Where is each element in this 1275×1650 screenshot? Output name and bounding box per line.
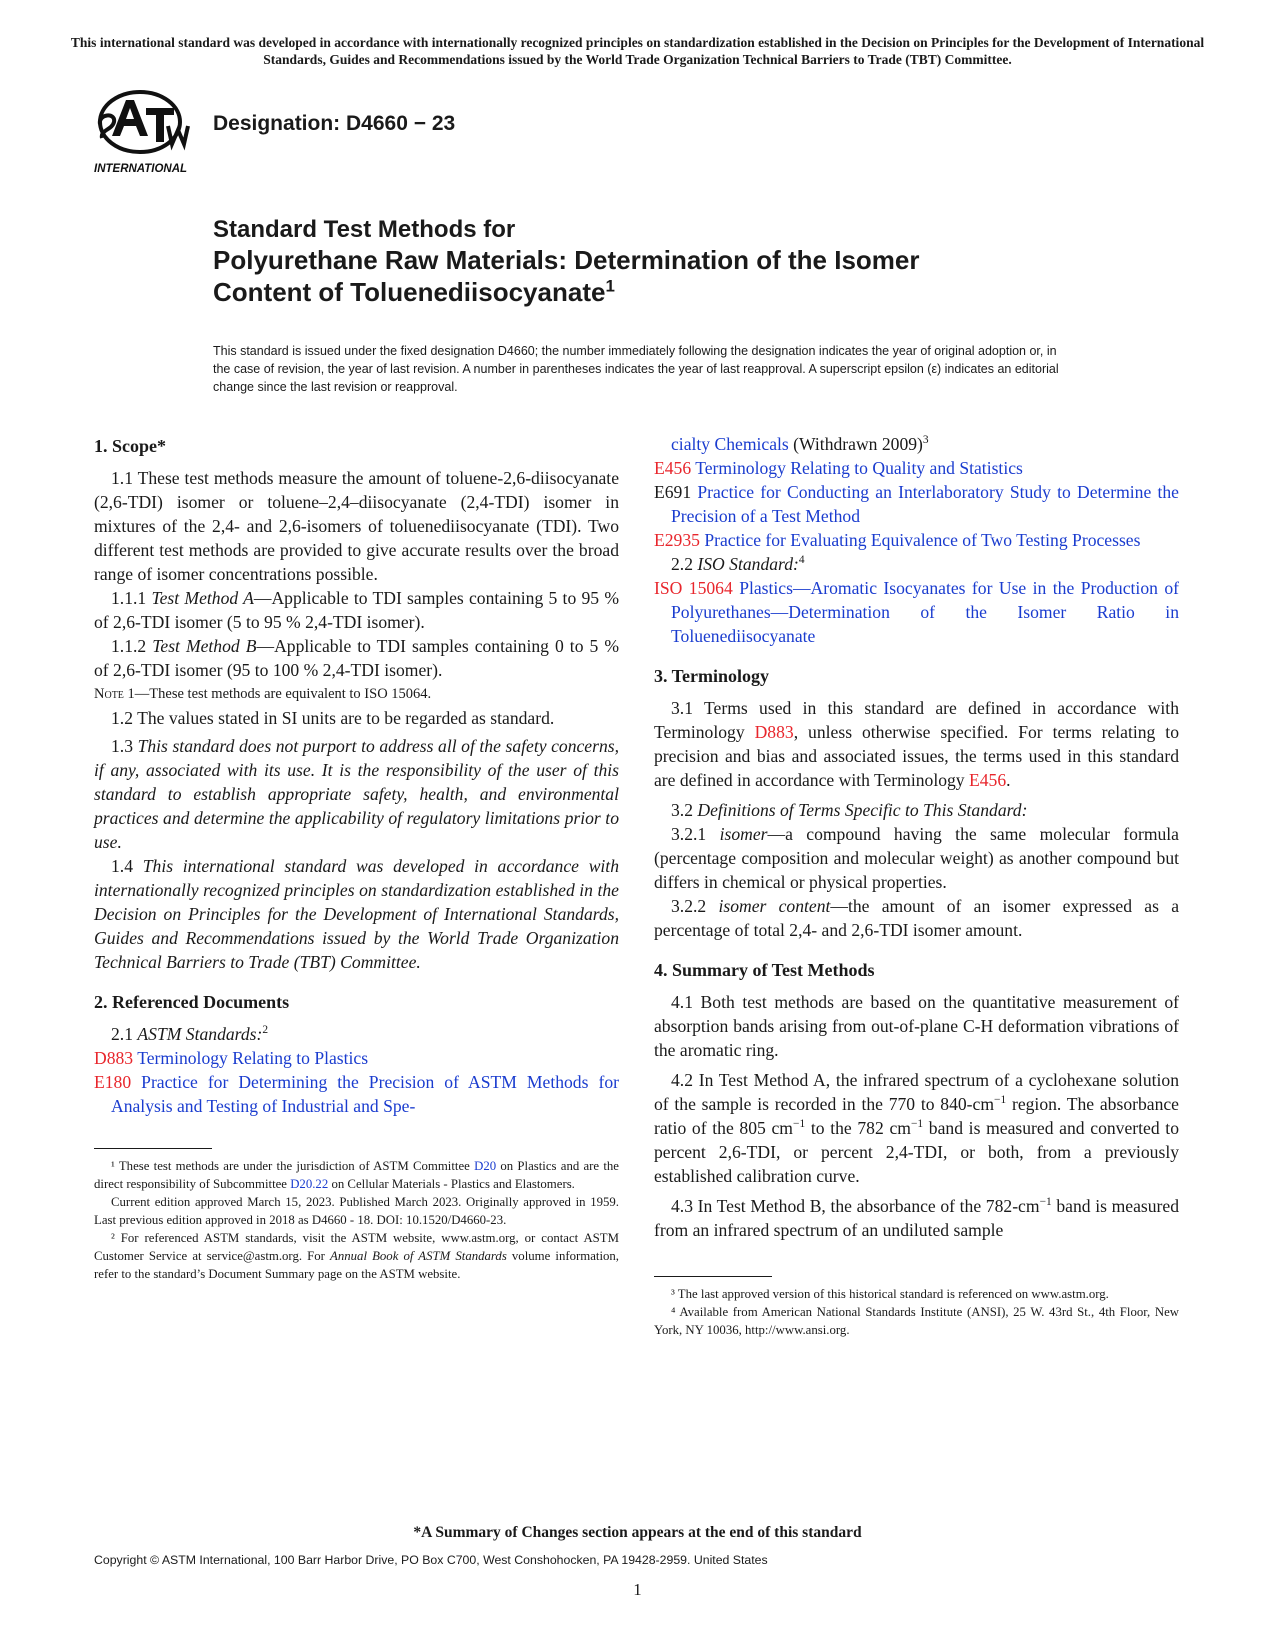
link-d20[interactable]: D20	[474, 1159, 497, 1173]
ref-e180[interactable]: E180 Practice for Determining the Precision of ASTM Methods for Analysis and Testing of Industrial and Spe-	[94, 1072, 619, 1116]
right-column	[654, 432, 1179, 1339]
section-3-heading: 3. Terminology	[654, 666, 770, 686]
ref-e180-continued[interactable]: cialty Chemicals (Withdrawn 2009)$^3$	[671, 434, 929, 454]
title-line-2: Polyurethane Raw Materials: Determination of the Isomer	[213, 245, 920, 275]
section-1-heading: 1. Scope*	[94, 436, 166, 456]
para-1-2: 1.2 The values stated in SI units are to be regarded as standard.	[111, 708, 555, 728]
title-line-1: Standard Test Methods for	[213, 216, 516, 243]
para-1-1: 1.1 These test methods measure the amount of toluene-2,6-diisocyanate (2,6-TDI) isomer or toluene–2,4–diisocyanate (2,4-TDI) isomer in mixtures of the 2,4- and 2,6-isomers of toluenediisocyanate (TDI). Two different test methods are provided to give accurate results over the broad range of isomer concentrations possible.	[94, 468, 619, 584]
link-d883[interactable]: D883	[754, 722, 794, 742]
para-4-2: 4.2 In Test Method A, the infrared spectrum of a cyclohexane solution of the sample is recorded in the 770 to $840-cm^{-1}$ region. The absorbance ratio of the 805 $cm^{-1}$ to the 782 $cm^{-1}$ band is measured and converted to percent 2,6-TDI, or percent 2,4-TDI, or both, from a previously established calibration curve.	[654, 1070, 1179, 1186]
page-number: 1	[633, 1580, 642, 1599]
para-2-1: 2.1 ASTM Standards:$^2$	[111, 1024, 269, 1044]
link-e456[interactable]: E456	[969, 770, 1007, 790]
para-1-4: 1.4 This international standard was developed in accordance with internationally recognized principles on standardization established in the Decision on Principles for the Development of International Standards, Guides and Recommendations issued by the World Trade Organization Technical Barriers to Trade (TBT) Committee.	[94, 856, 619, 972]
para-3-2-2: 3.2.2 isomer content—the amount of an isomer expressed as a percentage of total 2,4- and 2,6-TDI isomer amount.	[654, 896, 1179, 940]
issuance-statement: This standard is issued under the fixed designation D4660; the number immediately following the designation indicates the year of original adoption or, in the case of revision, the year of last revision. A number in parentheses indicates the year of last reapproval. A superscript epsilon (ε) indicates an editorial change since the last revision or reapproval.	[213, 344, 1059, 394]
ref-e2935[interactable]: E2935 Practice for Evaluating Equivalence of Two Testing Processes	[654, 530, 1141, 550]
left-column	[94, 434, 619, 1283]
ref-e456[interactable]: E456 Terminology Relating to Quality and Statistics	[654, 458, 1023, 478]
section-4-heading: 4. Summary of Test Methods	[654, 960, 875, 980]
para-3-1: 3.1 Terms used in this standard are defined in accordance with Terminology D883, unless otherwise specified. For terms relating to precision and bias and associated issues, the terms used in this standard are defined in accordance with Terminology E456.	[654, 698, 1179, 790]
para-4-3: 4.3 In Test Method B, the absorbance of the $782-cm^{-1}$ band is measured from an infrared spectrum of an undiluted sample	[654, 1196, 1180, 1240]
title-line-3: Content of Toluenediisocyanate	[213, 277, 606, 307]
ref-iso-15064[interactable]: ISO 15064 Plastics—Aromatic Isocyanates for Use in the Production of Polyurethanes—Determination of the Isomer Ratio in Toluenediisocyanate	[654, 578, 1179, 646]
designation: Designation: D4660 − 23	[213, 112, 456, 135]
section-2-heading: 2. Referenced Documents	[94, 992, 290, 1012]
para-1-1-2: 1.1.2 Test Method B—Applicable to TDI samples containing 0 to 5 % of 2,6-TDI isomer (95 to 100 % 2,4-TDI isomer).	[94, 636, 619, 680]
title-footnote-mark: 1	[605, 276, 615, 296]
para-1-3: 1.3 This standard does not purport to address all of the safety concerns, if any, associated with its use. It is the responsibility of the user of this standard to establish appropriate safety, health, and environmental practices and determine the applicability of regulatory limitations prior to use.	[94, 736, 619, 852]
footnote-1-edition: Current edition approved March 15, 2023. Published March 2023. Originally approved in 1959. Last previous edition approved in 2018 as D4660 - 18. DOI: 10.1520/D4660-23.	[94, 1195, 619, 1227]
summary-of-changes-notice: *A Summary of Changes section appears at the end of this standard	[413, 1524, 862, 1541]
top-notice: This international standard was developed in accordance with internationally recognized principles on standardization established in the Decision on Principles for the Development of International Standards, Guides and Recommendations issued by the World Trade Organization Technical Barriers to Trade (TBT) Committee.	[70, 35, 1205, 67]
copyright: Copyright © ASTM International, 100 Barr Harbor Drive, PO Box C700, West Conshohocken, PA 19428-2959. United States	[94, 1553, 768, 1567]
footnote-1: ¹ These test methods are under the jurisdiction of ASTM Committee D20 on Plastics and are the direct responsibility of Subcommittee D20.22 on Cellular Materials - Plastics and Elastomers.	[94, 1159, 619, 1191]
footnote-2: ² For referenced ASTM standards, visit the ASTM website, www.astm.org, or contact ASTM Customer Service at service@astm.org. For Annual Book of ASTM Standards volume information, refer to the standard’s Document Summary page on the ASTM website.	[94, 1231, 619, 1281]
ref-d883[interactable]: D883 Terminology Relating to Plastics	[94, 1048, 369, 1068]
footnote-3: ³ The last approved version of this historical standard is referenced on www.astm.org.	[671, 1287, 1109, 1301]
document-title	[213, 215, 1113, 308]
astm-logo-icon	[92, 86, 196, 176]
link-d20-22[interactable]: D20.22	[290, 1177, 329, 1191]
para-3-2: 3.2 Definitions of Terms Specific to This Standard:	[671, 800, 1028, 820]
para-4-1: 4.1 Both test methods are based on the quantitative measurement of absorption bands arising from out-of-plane C-H deformation vibrations of the aromatic ring.	[654, 992, 1179, 1060]
ref-e691[interactable]: E691 Practice for Conducting an Interlaboratory Study to Determine the Precision of a Test Method	[654, 482, 1179, 526]
logo-text: INTERNATIONAL	[94, 163, 188, 175]
para-3-2-1: 3.2.1 isomer—a compound having the same molecular formula (percentage composition and molecular weight) as another compound but differs in chemical or physical properties.	[654, 824, 1179, 892]
footnote-4: ⁴ Available from American National Standards Institute (ANSI), 25 W. 43rd St., 4th Floor, New York, NY 10036, http://www.ansi.org.	[654, 1305, 1179, 1337]
para-2-2: 2.2 ISO Standard:$^4$	[671, 554, 805, 574]
note-1: Note 1—These test methods are equivalent to ISO 15064.	[94, 686, 432, 702]
para-1-1-1: 1.1.1 Test Method A—Applicable to TDI samples containing 5 to 95 % of 2,6-TDI isomer (5 to 95 % 2,4-TDI isomer).	[94, 588, 619, 632]
